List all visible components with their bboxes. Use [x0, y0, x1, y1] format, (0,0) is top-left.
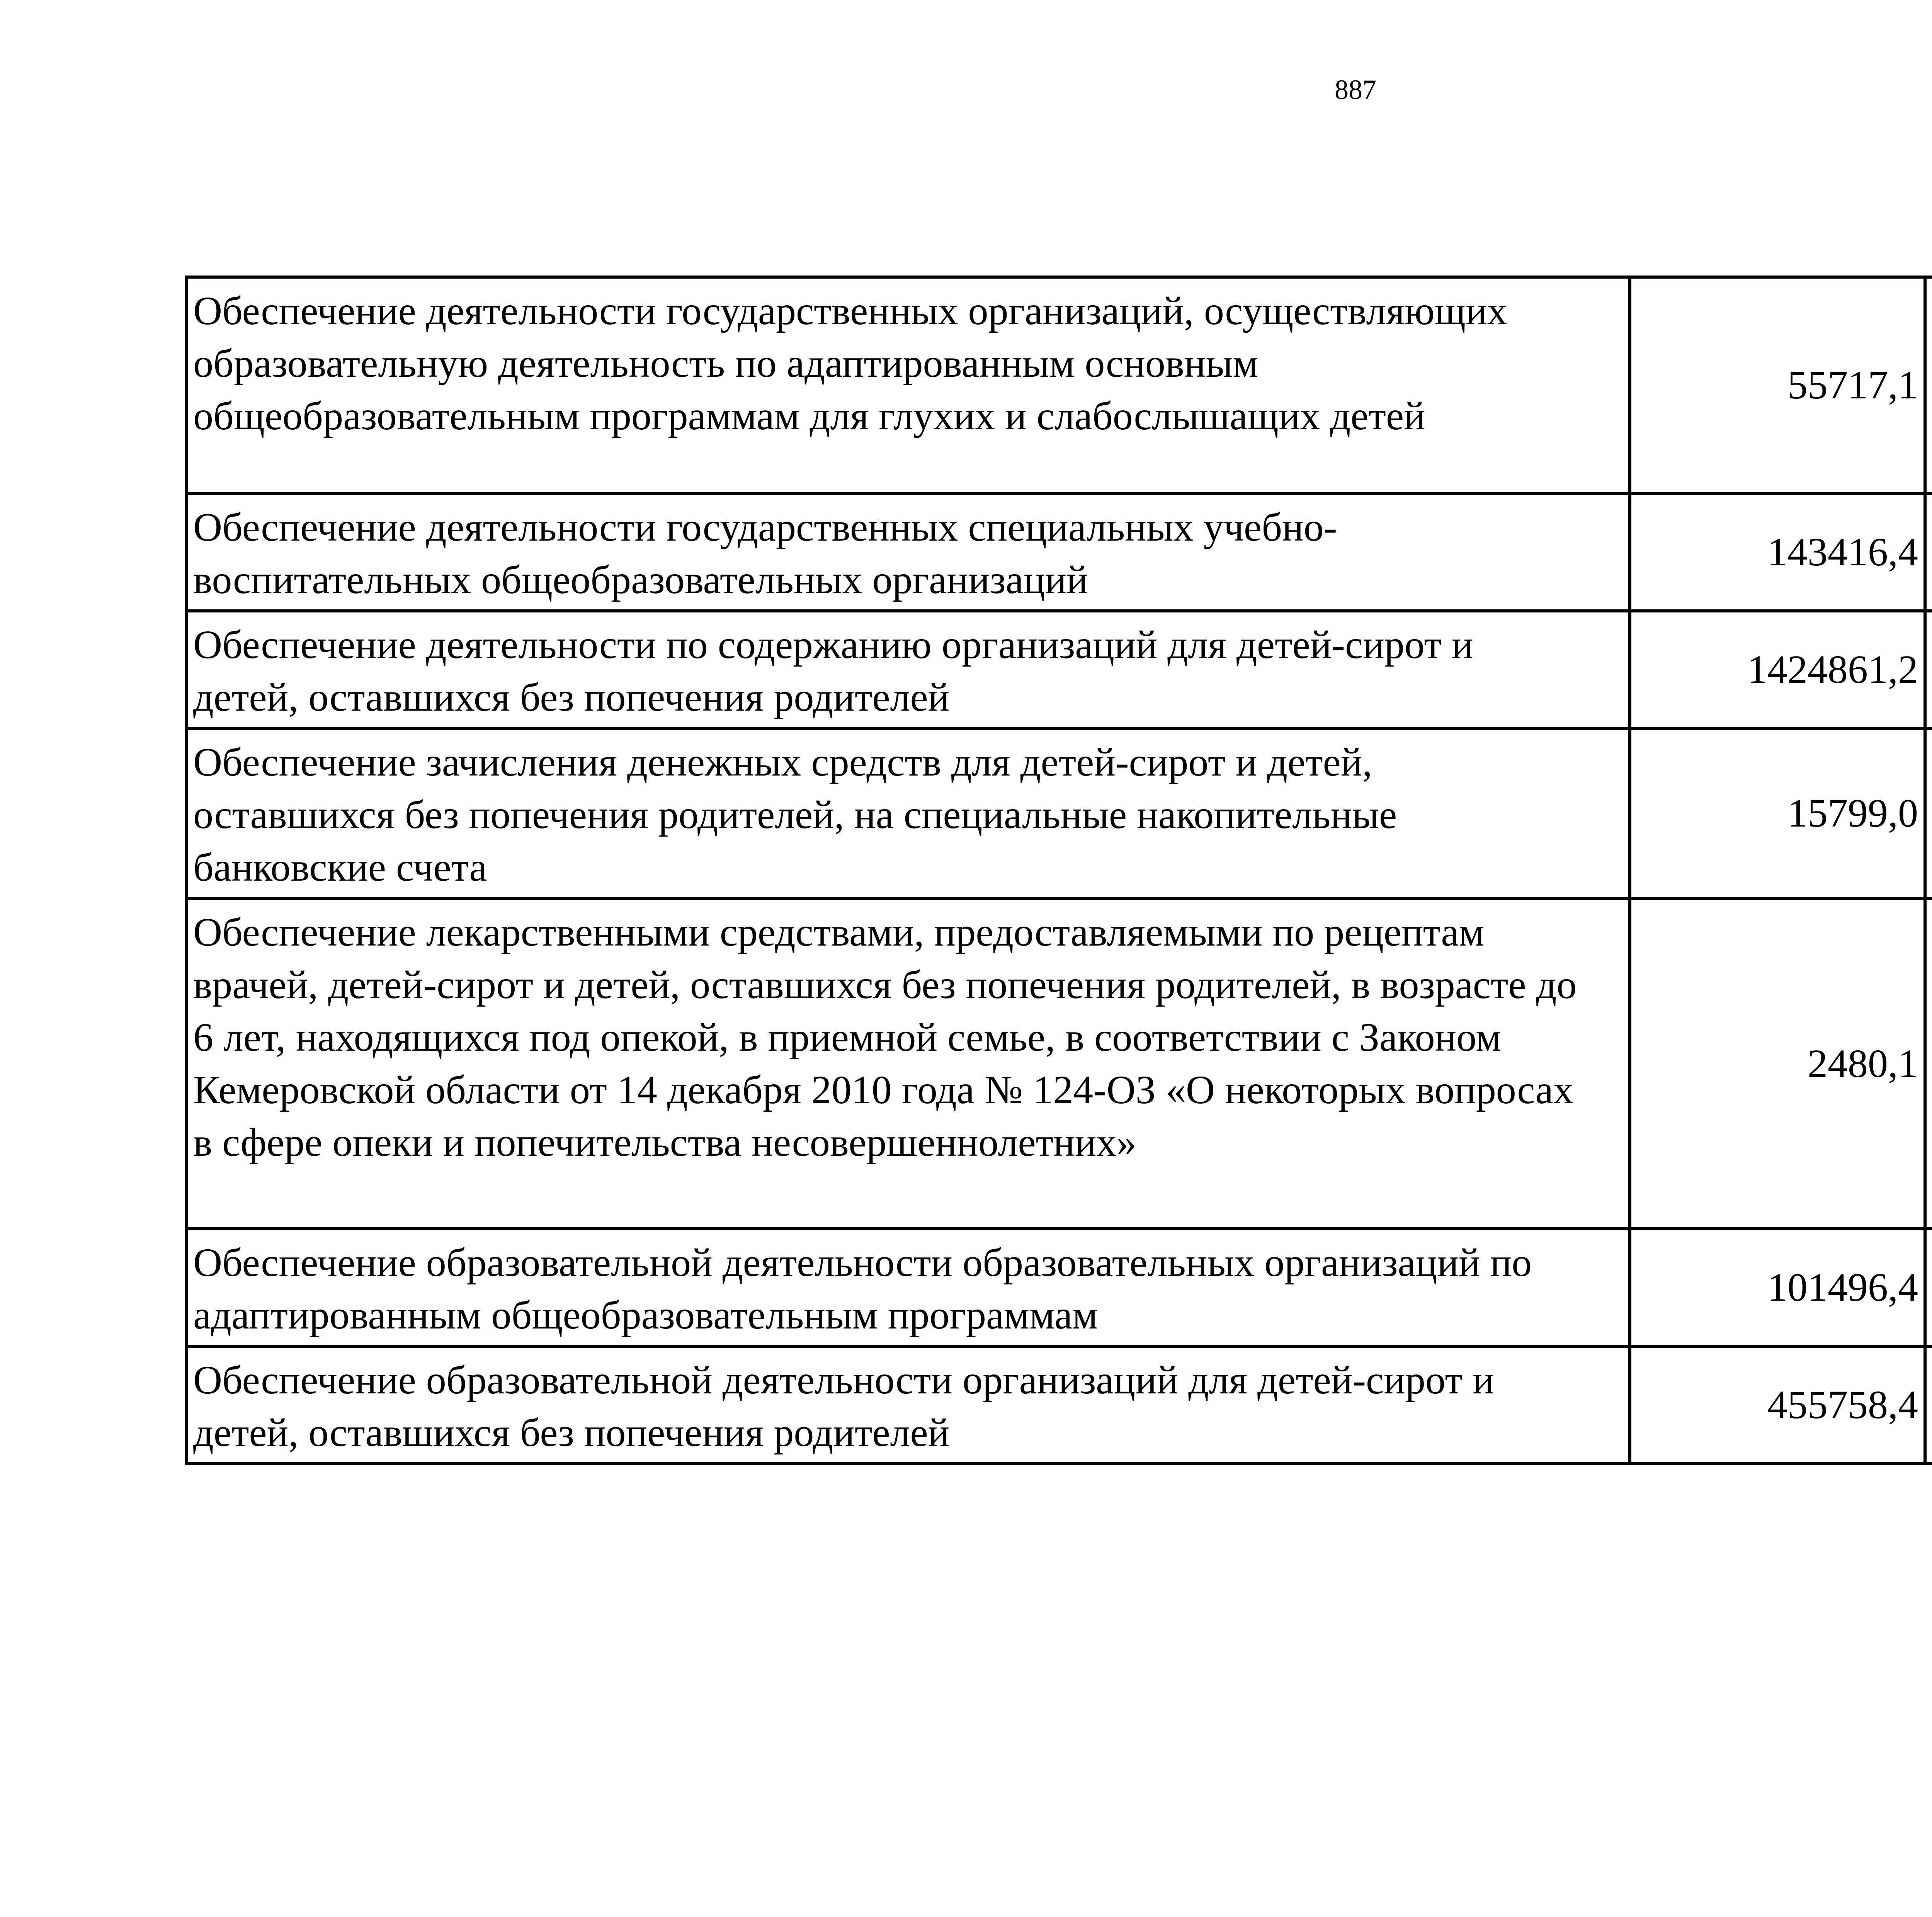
row-description-cell	[186, 728, 1630, 898]
table-row	[186, 1229, 1932, 1346]
table-row	[186, 493, 1932, 611]
value-cell-1: 143416,4	[1630, 493, 1925, 611]
row-description: Обеспечение образовательной деятельности образовательных организаций по адаптированным общеобразовательным программам	[193, 1240, 1532, 1337]
budget-table	[185, 276, 1932, 1465]
value-cell-2	[1925, 277, 1932, 493]
row-description: Обеспечение зачисления денежных средств для детей-сирот и детей, оставшихся без попечения родителей, на специальные накопительные банковские счета	[193, 740, 1397, 890]
row-description: Обеспечение лекарственными средствами, предоставляемыми по рецептам врачей, детей-сирот и детей, оставшихся без попечения родителей, в возрасте до 6 лет, находящихся под опекой, в приемной семье, в соответствии с Законом Кемеровской области от 14 декабря 2010 года № 124-ОЗ «О некоторых вопросах в сфере опеки и попечительства несовершеннолетних»	[193, 910, 1577, 1165]
value-cell-1: 455758,4	[1630, 1346, 1925, 1464]
value-cell-2	[1925, 611, 1932, 728]
page-number: 887	[1335, 74, 1376, 105]
value-cell-2	[1925, 1346, 1932, 1464]
row-description-cell	[186, 898, 1630, 1229]
table-row	[186, 1346, 1932, 1464]
row-description-cell	[186, 277, 1630, 493]
row-description: Обеспечение деятельности по содержанию организаций для детей-сирот и детей, оставшихся без попечения родителей	[193, 623, 1473, 720]
value-cell-1: 15799,0	[1630, 728, 1925, 898]
row-description: Обеспечение образовательной деятельности организаций для детей-сирот и детей, оставшихся без попечения родителей	[193, 1358, 1494, 1455]
table-row	[186, 277, 1932, 493]
table-row	[186, 611, 1932, 728]
table-row	[186, 898, 1932, 1229]
value-cell-2	[1925, 898, 1932, 1229]
value-cell-1: 55717,1	[1630, 277, 1925, 493]
value-cell-2	[1925, 493, 1932, 611]
value-cell-2	[1925, 728, 1932, 898]
value-cell-1: 1424861,2	[1630, 611, 1925, 728]
row-description-cell	[186, 1229, 1630, 1346]
value-cell-1: 2480,1	[1630, 898, 1925, 1229]
value-cell-2	[1925, 1229, 1932, 1346]
value-cell-1: 101496,4	[1630, 1229, 1925, 1346]
row-description-cell	[186, 611, 1630, 728]
row-description: Обеспечение деятельности государственных специальных учебно-воспитательных общеобразовательных организаций	[193, 505, 1337, 602]
table-row	[186, 728, 1932, 898]
row-description-cell	[186, 493, 1630, 611]
row-description-cell	[186, 1346, 1630, 1464]
row-description: Обеспечение деятельности государственных организаций, осуществляющих образовательную деятельность по адаптированным основным общеобразовательным программам для глухих и слабослышащих детей	[193, 289, 1507, 438]
